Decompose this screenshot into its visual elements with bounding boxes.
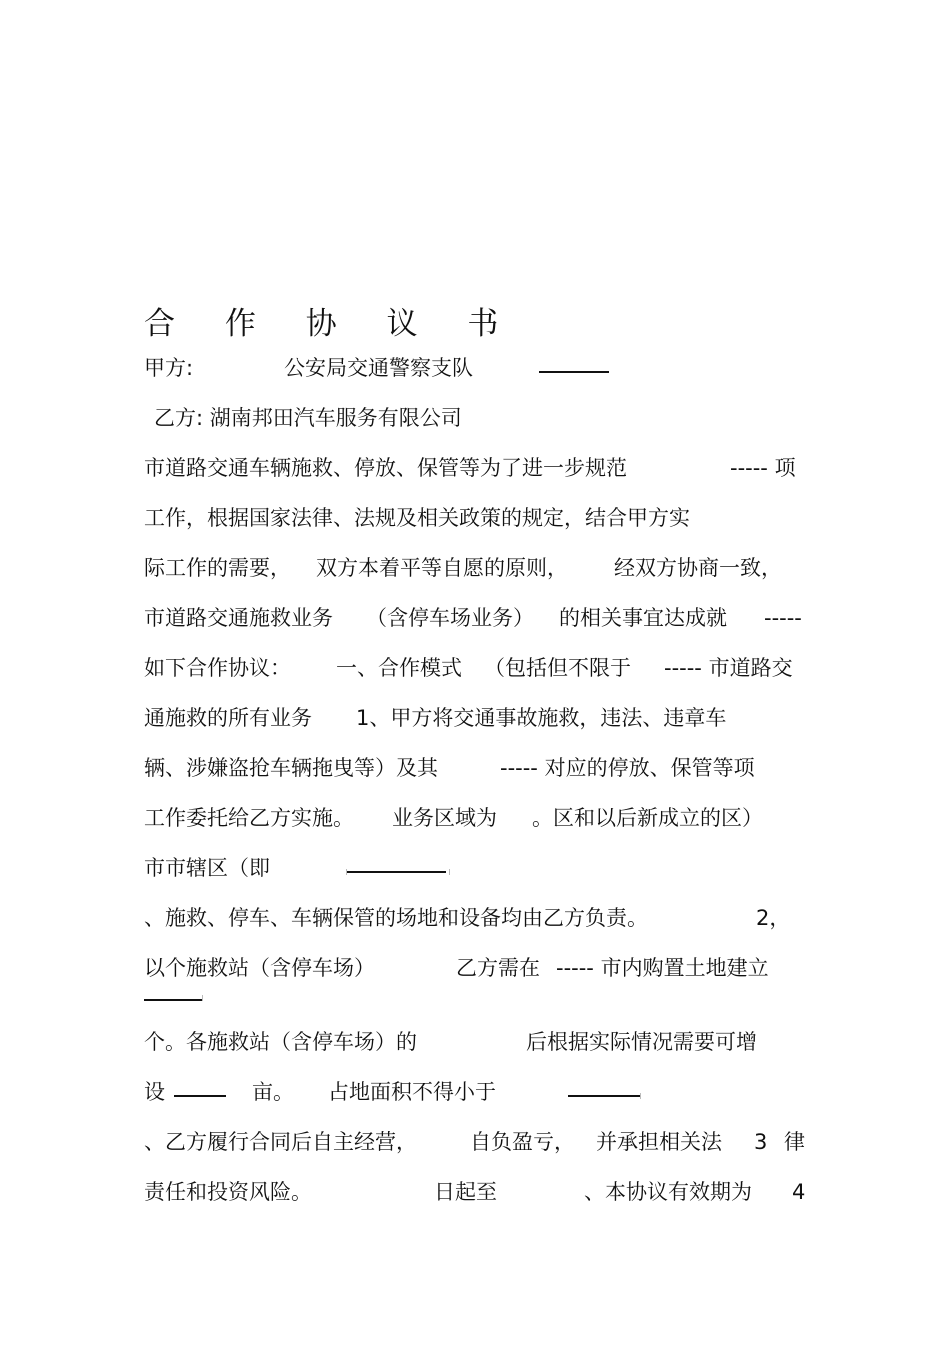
body-line-10 <box>144 901 824 935</box>
text-segment: 乙方需在 <box>456 956 540 980</box>
blank-tick <box>449 869 450 875</box>
party-a-blank <box>539 371 609 373</box>
body-line-9 <box>144 851 824 885</box>
text-segment: ----- <box>764 606 802 630</box>
blank-tick <box>346 869 347 875</box>
body-line-8 <box>144 801 824 835</box>
body-line-3 <box>144 551 824 585</box>
text-segment: 。区和以后新成立的区） <box>532 806 763 830</box>
text-segment: 设 <box>144 1080 165 1104</box>
text-segment: 亩。 <box>252 1080 294 1104</box>
text-segment: 、本协议有效期为 <box>584 1180 752 1204</box>
text-segment: 以个施救站（含停车场） <box>144 956 375 980</box>
body-line-12 <box>144 1025 824 1059</box>
text-segment: 、施救、停车、车辆保管的场地和设备均由乙方负责。 <box>144 906 648 930</box>
text-segment: ----- 市内购置土地建立 <box>556 956 769 980</box>
text-segment: 日起至 <box>434 1180 497 1204</box>
blank-underline <box>174 1095 226 1097</box>
text-segment: 工作委托给乙方实施。 <box>144 806 354 830</box>
text-segment: ----- 项 <box>730 456 796 480</box>
text-segment: 律 <box>784 1130 805 1154</box>
text-segment: 工作，根据国家法律、法规及相关政策的规定，结合甲方实 <box>144 506 690 530</box>
party-a-label: 甲方: <box>144 356 194 380</box>
body-line-6 <box>144 701 824 735</box>
text-segment: 市市辖区（即 <box>144 856 270 880</box>
text-segment: 自负盈亏， <box>470 1130 575 1154</box>
text-segment: ----- 市道路交 <box>664 656 793 680</box>
blank-underline <box>144 999 202 1001</box>
text-segment: 占地面积不得小于 <box>328 1080 496 1104</box>
text-segment: 市道路交通施救业务 <box>144 606 333 630</box>
body-line-14 <box>144 1125 824 1159</box>
blank-underline <box>346 871 446 873</box>
text-segment: 如下合作协议： <box>144 656 291 680</box>
text-segment: 经双方协商一致， <box>614 556 782 580</box>
text-segment: （包括但不限于 <box>484 656 631 680</box>
text-segment: 4 <box>792 1180 806 1204</box>
body-line-4 <box>144 601 824 635</box>
text-segment: 业务区域为 <box>392 806 497 830</box>
text-segment: 市道路交通车辆施救、停放、保管等为了进一步规范 <box>144 456 627 480</box>
body-line-13 <box>144 1075 824 1109</box>
text-segment: 、乙方履行合同后自主经营， <box>144 1130 417 1154</box>
text-segment: 的相关事宜达成就 <box>559 606 727 630</box>
text-segment: 2， <box>756 906 791 930</box>
text-segment: （含停车场业务） <box>366 606 534 630</box>
party-b-text: 乙方: 湖南邦田汽车服务有限公司 <box>154 406 462 430</box>
blank-tick <box>640 1093 641 1099</box>
blank-underline <box>568 1095 640 1097</box>
text-segment: 1、甲方将交通事故施救，违法、违章车 <box>356 706 727 730</box>
document-title: 合 作 协 议 书 <box>144 306 519 342</box>
body-line-15 <box>144 1175 824 1209</box>
blank-tick <box>202 995 203 1001</box>
body-line-5 <box>144 651 824 685</box>
text-segment: 辆、涉嫌盗抢车辆拖曳等）及其 <box>144 756 438 780</box>
text-segment: 后根据实际情况需要可增 <box>526 1030 757 1054</box>
body-line-2 <box>144 501 824 535</box>
text-segment: 一、合作模式 <box>336 656 462 680</box>
party-b-line <box>144 401 824 435</box>
text-segment: 际工作的需要， <box>144 556 291 580</box>
party-a-line <box>144 351 824 385</box>
text-segment: ----- 对应的停放、保管等项 <box>500 756 755 780</box>
body-line-7 <box>144 751 824 785</box>
body-line-1 <box>144 451 824 485</box>
text-segment: 通施救的所有业务 <box>144 706 312 730</box>
party-a-name: 公安局交通警察支队 <box>284 356 473 380</box>
text-segment: 责任和投资风险。 <box>144 1180 312 1204</box>
text-segment: 3 <box>754 1130 768 1154</box>
text-segment: 双方本着平等自愿的原则， <box>316 556 568 580</box>
text-segment: 并承担相关法 <box>596 1130 722 1154</box>
text-segment: 个。各施救站（含停车场）的 <box>144 1030 417 1054</box>
body-line-11 <box>144 951 824 985</box>
